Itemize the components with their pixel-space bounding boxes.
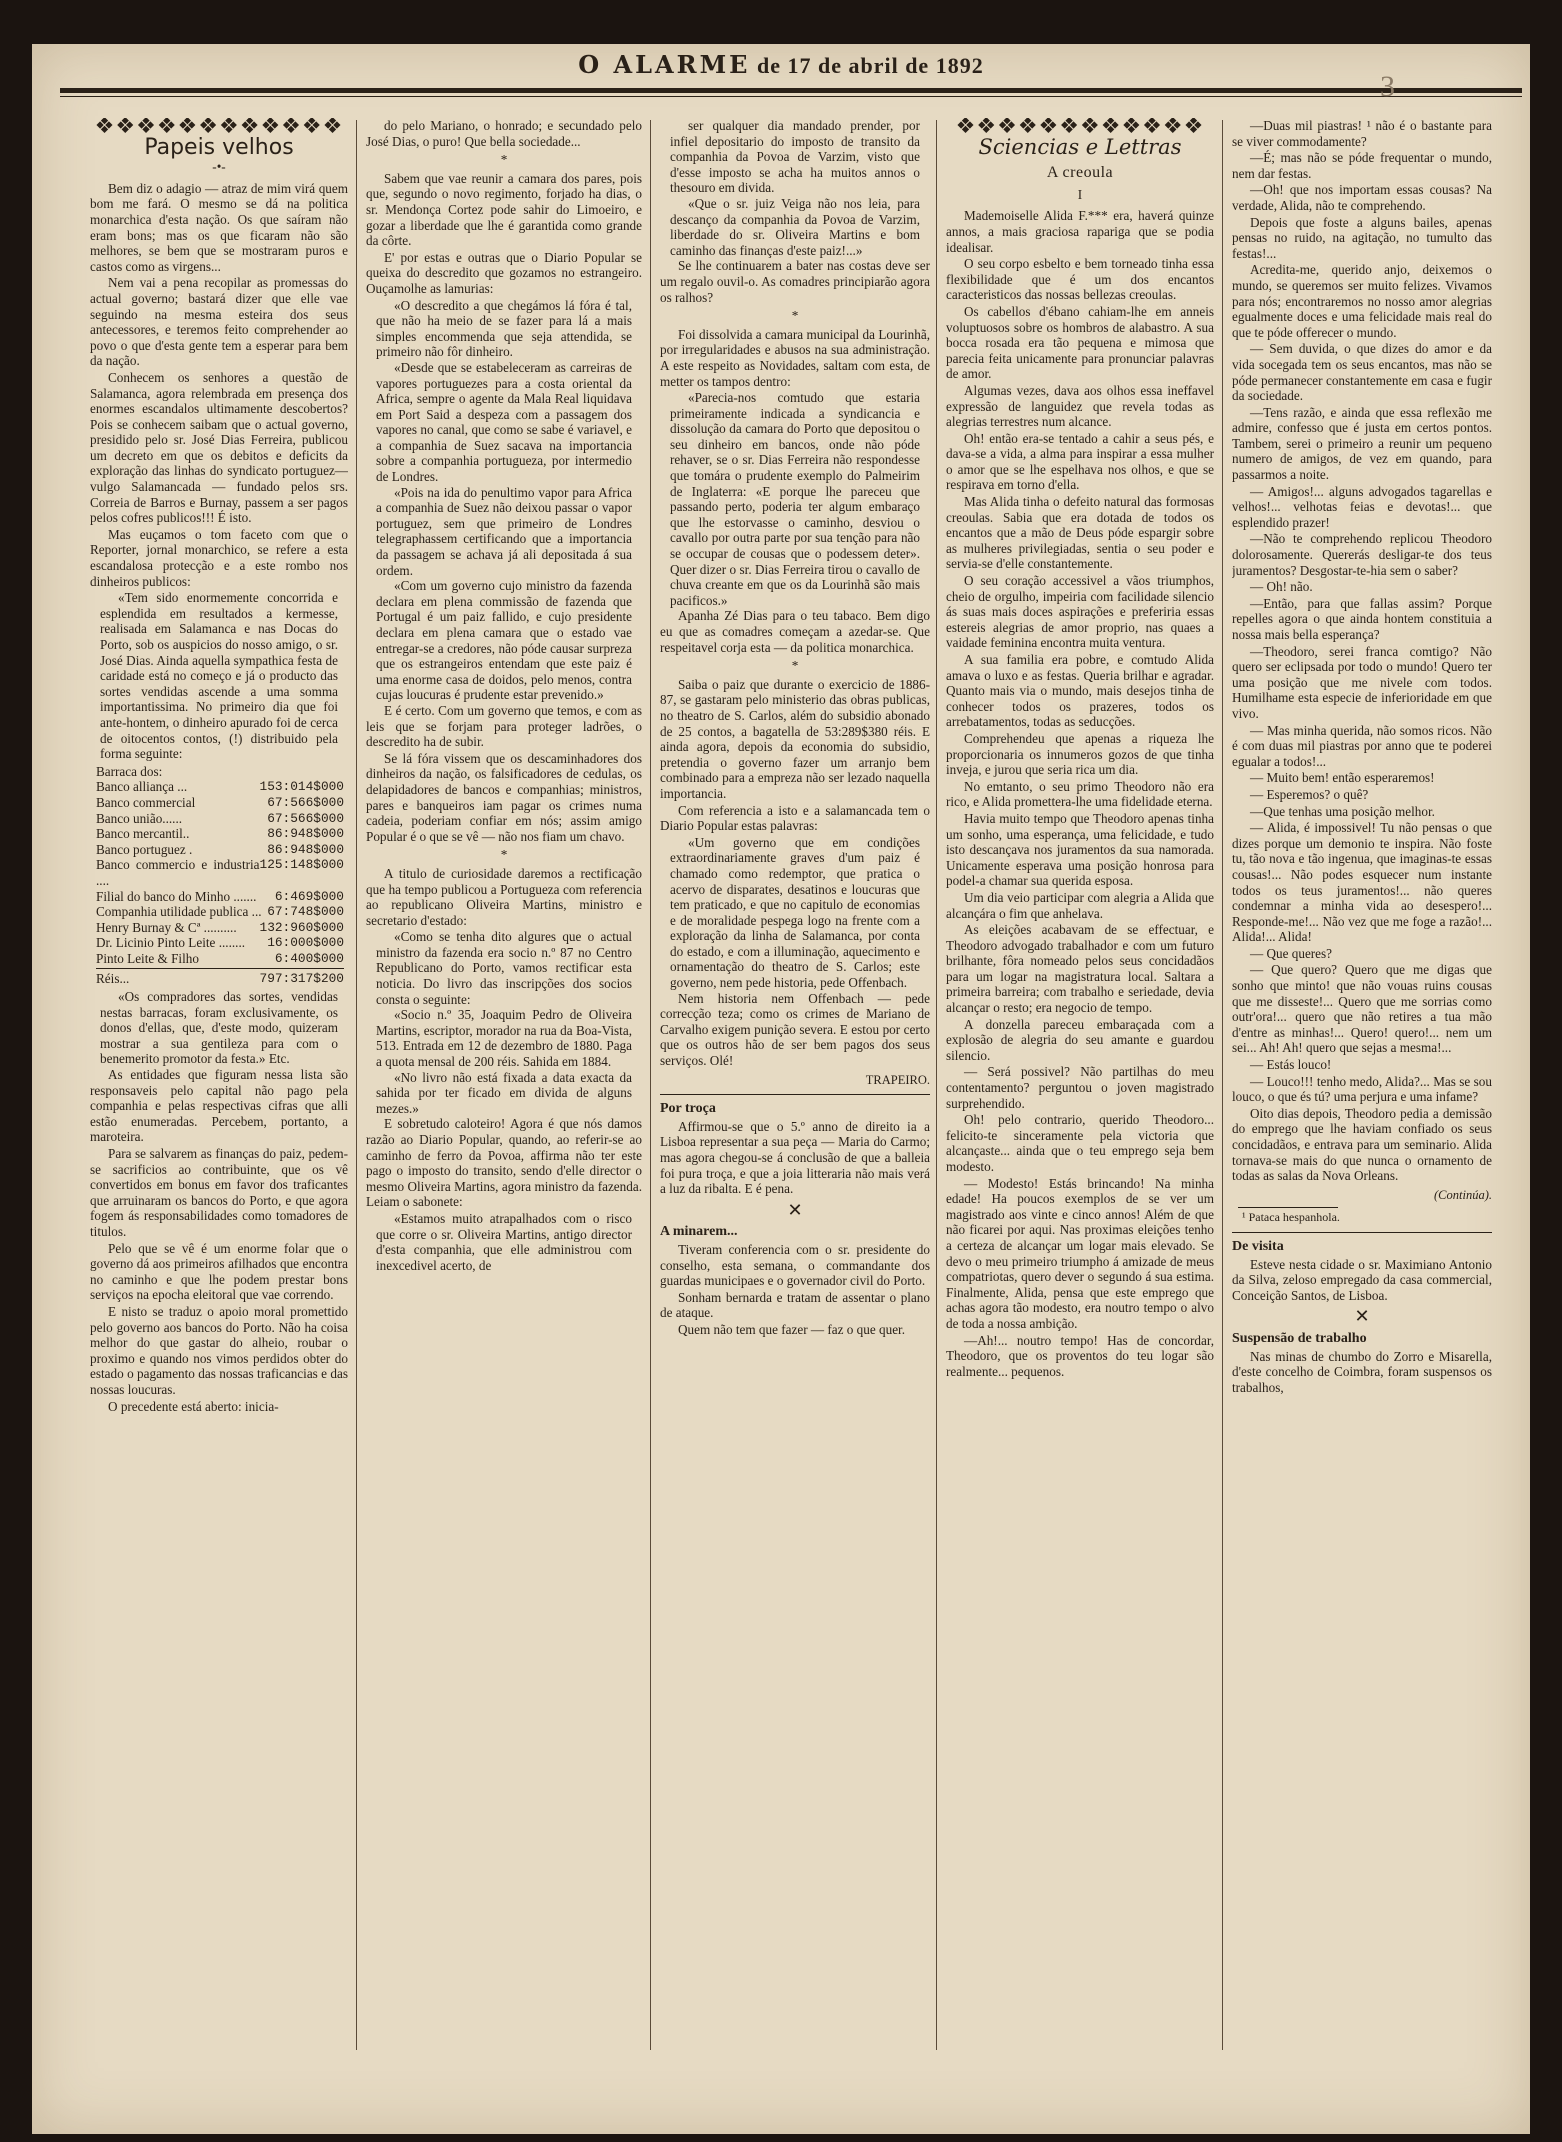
paragraph: — Será possivel? Não partilhas do meu contentamento? perguntou o joven magistrado surprehendido. — [946, 1064, 1214, 1111]
paragraph: —Tens razão, e ainda que essa reflexão me admire, confesso que é justa em certos pontos. Tambem, serei o primeiro a reunir um pequeno numero de amigos, de vez em quando, para passarmos a noite. — [1232, 404, 1492, 483]
masthead-name: O ALARME — [578, 50, 751, 79]
masthead — [0, 50, 1562, 79]
paragraph: As eleições acabavam de se effectuar, e Theodoro advogado trabalhador e com um futuro brilhante, fôra nomeado pelos seus concidadãos para um logar na magistratura local. Saltara a primeira barreira; com trabalho e seriedade, devia alcançar o resto; era negocio de tempo. — [946, 922, 1214, 1016]
paragraph: — Louco!!! tenho medo, Alida?... Mas se sou louco, o que és tú? uma perjura e uma infame? — [1232, 1073, 1492, 1105]
table-row — [96, 811, 344, 827]
paragraph: Foi dissolvida a camara municipal da Lourinhã, por irregularidades e abusos na sua administração. A este respeito as Novidades, saltam com esta, de metter os tampos dentro: — [660, 326, 930, 389]
paragraph: Bem diz o adagio — atraz de mim virá quem bom me fará. O mesmo se dá na politica monarchica d'esta nação. Os que saíram não eram bons; mas os que ficaram não são melhores, se bem que se mostraram puros e castos como as virgens... — [90, 180, 348, 274]
paragraph: A titulo de curiosidade daremos a rectificação que ha tempo publicou a Portugueza com referencia ao republicano Oliveira Martins, ministro e secretario d'estado: — [366, 865, 642, 928]
section-title: A minarem... — [660, 1224, 738, 1240]
ornament-border: ❖❖❖❖❖❖❖❖❖❖❖❖ — [955, 118, 1205, 138]
quote: «Parecia-nos comtudo que estaria primeiramente indicada a syndicancia e dissolução da camara do Porto que depositou o seu dinheiro em bancos, onde não póde rehaver, se o sr. Dias Ferreira não respondesse que tomára o prudente exemplo do Palmeirim de Inglaterra: «E porque lhe pareceu que passando perto, poderia ter algum embaraço que lhe estorvasse o caminho, desviou o cavallo por outra parte por sua tenção para não se occupar de cousas que o podessem deter». Quer dizer o sr. Dias Ferreira tirou o cavallo de chuva creante em que os da Lourinhã são mais pacificos.» — [670, 390, 920, 608]
paragraph: Sonham bernarda e tratam de assentar o plano de ataque. — [660, 1289, 930, 1321]
table-cell-value: 125:148$000 — [259, 857, 344, 873]
signature: TRAPEIRO. — [865, 1072, 930, 1087]
section-rule — [1232, 1232, 1492, 1233]
paragraph: O seu corpo esbelto e bem torneado tinha essa flexibilidade que é um dos encantos caracteristicos das nossas bellezas creoulas. — [946, 256, 1214, 303]
column-2 — [366, 118, 642, 2068]
footnote-rule — [1238, 1207, 1338, 1208]
paragraph: —Oh! que nos importam essas cousas? Na verdade, Alida, não te comprehendo. — [1232, 182, 1492, 213]
chapter-number: I — [1077, 186, 1083, 202]
table-cell-label: Banco união...... — [96, 810, 183, 826]
paragraph: Depois que foste a alguns bailes, apenas pensas no ruido, na agitação, no tumulto das festas!... — [1232, 214, 1492, 261]
table-cell-label: Filial do banco do Minho ....... — [96, 888, 257, 904]
paragraph: E sobretudo caloteiro! Agora é que nós damos razão ao Diario Popular, quando, ao referir-se ao caminho de ferro da Povoa, affirma não ter este pago o imposto do transito, sendo d'elle director o mesmo Oliveira Martins, agora ministro da fazenda. Leiam o sabonete: — [366, 1116, 642, 1210]
paragraph: — Sem duvida, o que dizes do amor e da vida socegada tem os seus encantos, mas não se póde permanecer constantemente em casa e fugir da sociedade. — [1232, 341, 1492, 404]
paragraph: — Alida, é impossivel! Tu não pensas o que dizes porque um demonio te inspira. Não foste tu, tão nova e tão ingenua, que imaginas-te essas cousas!... Não podes esquecer num instante todos os teus juramentos!... não queres condemnar a minha vida ao desespero!... Responde-me!... Não vez que me foge a razão!... Alida!... Alida! — [1232, 820, 1492, 945]
masthead-date: de 17 de abril de 1892 — [756, 53, 984, 78]
quote: «Desde que se estabeleceram as carreiras de vapores portuguezes para a costa oriental da Africa, sempre o agente da Mala Real liquidava em Port Said a despeza com a passagem dos vapores no canal, que como se sabe é variavel, e a companhia de Suez sacava na importancia sobre a companhia portugueza, por intermedio de Londres. — [376, 359, 632, 485]
section-title: Por troça — [660, 1101, 716, 1117]
table-cell-label: Pinto Leite & Filho — [96, 950, 199, 966]
paragraph: E é certo. Com um governo que temos, e com as leis que se forjam para proteger ladrões, o descredito ha de subir. — [366, 702, 642, 750]
continua-note: (Continúa). — [1434, 1187, 1492, 1202]
dash-ornament: -•- — [212, 159, 226, 175]
paragraph: — Que quero? Quero que me digas que sonho que minto! que não vouas ruins cousas que me disseste!... Quero que me sorrias como outr'ora!... quero que não retires a tua mão d'entre as minhas!... Quero! quero!... nem um sei... Ah! Ah! quero que sejas a mesma!... — [1232, 962, 1492, 1056]
paragraph: —Não te comprehendo replicou Theodoro dolorosamente. Quererás desligar-te dos teus juramentos? Desgostar-te-hia sem o saber? — [1232, 531, 1492, 578]
table-row — [96, 951, 344, 967]
table-cell-value: 67:566$000 — [267, 794, 344, 810]
column-3 — [660, 118, 930, 2068]
table-row — [96, 904, 344, 920]
paragraph: —Theodoro, serei franca comtigo? Não quero ser eclipsada por todo o mundo! Quero ter uma posição que me nivele com todos. Humilhame esta especie de inferioridade em que vivo. — [1232, 643, 1492, 721]
table-cell-label: Banco portuguez . — [96, 841, 193, 857]
column-4 — [946, 118, 1214, 2068]
paragraph: —Duas mil piastras! ¹ não é o bastante para se viver commodamente? — [1232, 118, 1492, 149]
section-title: De visita — [1232, 1238, 1284, 1254]
paragraph: —Ah!... noutro tempo! Has de concordar, Theodoro, que os proventos do teu logar são realmente... pequenos. — [946, 1332, 1214, 1379]
paragraph: Oh! pelo contrario, querido Theodoro... felicito-te sinceramente pela victoria que alcançaste... ainda que o teu emprego seja bem modesto. — [946, 1112, 1214, 1174]
table-cell-value: 67:566$000 — [267, 810, 344, 826]
paragraph: Um dia veio participar com alegria a Alida que alcançára o fim que anhelava. — [946, 889, 1214, 921]
quote: «Estamos muito atrapalhados com o risco que corre o sr. Oliveira Martins, antigo director d'esta companhia, que elle administrou com inexcedivel acerto, de — [376, 1210, 632, 1273]
paragraph: Havia muito tempo que Theodoro apenas tinha um sonho, uma esperança, uma felicidade, e tudo isto descançava nos juramentos da sua namorada. Unicamente esperava uma posição honrosa para podel-a chamar sua querida esposa. — [946, 810, 1214, 889]
column-5 — [1232, 118, 1492, 2068]
paragraph: Sabem que vae reunir a camara dos pares, pois que, segundo o novo regimento, forjado ha dias, o sr. Mendonça Cortez pode sahir do Limoeiro, e gozar a liberdade que lhe é garantida como grande da côrte. — [366, 170, 642, 249]
paragraph: — Muito bem! então esperaremos! — [1250, 770, 1435, 786]
paragraph: do pelo Mariano, o honrado; e secundado pelo José Dias, o puro! Que bella sociedade... — [366, 118, 642, 149]
section-title: Suspensão de trabalho — [1232, 1330, 1367, 1346]
paragraph: As entidades que figuram nessa lista são responsaveis pelo capital não pago pela companhia e pelas respectivas cifras que alli estão enumeradas. Percebem, portanto, a maroteira. — [90, 1067, 348, 1145]
paragraph: Nem vai a pena recopilar as promessas do actual governo; bastará dizer que elle vae seguindo na mesma esteira dos seus antecessores, e teremos feito comprehender ao povo o que d'esta gente tem a esperar para bem da nação. — [90, 275, 348, 369]
paragraph: Tiveram conferencia com o sr. presidente do conselho, esta semana, o commandante dos guardas municipaes e o governador civil do Porto. — [660, 1241, 930, 1289]
paragraph: Esteve nesta cidade o sr. Maximiano Antonio da Silva, zeloso empregado da casa commercial, Conceição Santos, de Lisboa. — [1232, 1256, 1492, 1303]
table-row — [96, 826, 344, 842]
table-cell-value: 86:948$000 — [267, 841, 344, 857]
story-title: A creoula — [1046, 164, 1114, 182]
column-1 — [90, 118, 348, 2068]
article-title: Papeis velhos — [144, 134, 294, 160]
paragraph: Mas euçamos o tom faceto com que o Reporter, jornal monarchico, se refere a esta escandalosa protecção e a este rombo nos dinheiros publicos: — [90, 526, 348, 589]
paragraph: — Que queres? — [1250, 945, 1333, 961]
table-cell-label: Banco commercial — [96, 794, 196, 810]
table-rows — [96, 779, 344, 966]
quote: «No livro não está fixada a data exacta da sahida por ter ficado em divida de alguns mezes.» — [376, 1069, 632, 1116]
table-total-value: 797:317$200 — [259, 971, 344, 987]
barracas-table — [96, 764, 344, 987]
paragraph: Acredita-me, querido anjo, deixemos o mundo, se queremos ser muito felizes. Vivamos para nós; encontraremos no nosso amor alegrias egualmente doces e uma felicidade mais real do que te póde offerecer o mundo. — [1232, 262, 1492, 340]
quote: «O descredito a que chegámos lá fóra é tal, que não ha meio de se fazer para lá a mais simples encommenda que seja attendida, se primeiro não fôr dinheiro. — [376, 297, 632, 360]
paragraph: A sua familia era pobre, e comtudo Alida amava o luxo e as festas. Queria brilhar e agradar. Quanto mais via o mundo, mais desejos tinha de conhecer todos os prazeres, todos os arrebatamentos, todas as seducções. — [946, 652, 1214, 730]
table-cell-label: Banco mercantil.. — [96, 826, 190, 842]
table-cell-value: 16:000$000 — [267, 935, 344, 951]
paragraph: Quem não tem que fazer — faz o que quer. — [678, 1321, 906, 1337]
table-cell-label: Henry Burnay & Cª .......... — [96, 919, 237, 935]
masthead-rule-thin — [60, 96, 1522, 97]
paragraph: — Estás louco! — [1250, 1057, 1332, 1073]
quote: «Um governo que em condições extraordinariamente graves d'um paiz é chamado como redemptor, que pratica o acervo de disparates, desatinos e loucuras que tem praticado, e que no capitulo de economias e de moralidade pespega logo na frente com a exploração da linha de Salamanca, por conta do estado, e com a illuminação, aquecimento e ornamentação do theatro de S. Carlos; este governo, nem pede historia, pede Offenbach. — [670, 834, 920, 991]
paragraph: A donzella pareceu embaraçada com a explosão de alegria do seu amante e guardou silencio. — [946, 1016, 1214, 1063]
section-rule — [660, 1094, 930, 1095]
paragraph: Se lá fóra vissem que os descaminhadores dos dinheiros da nação, os falsificadores de cedulas, os delapidadores de bancos e companhias; ministros, pares e banqueiros iam pagar os crimes numa cadeia, poderiam confiar em nós; assim amigo Popular é o que se vê — não nos fiam um chavo. — [366, 750, 642, 844]
quote: «Os compradores das sortes, vendidas nestas barracas, foram exclusivamente, os donos d'ellas, que, d'este modo, quizeram mostrar a sua gentileza para com o benemerito promotor da festa.» Etc. — [100, 989, 338, 1067]
masthead-rule — [60, 88, 1522, 93]
column-divider — [936, 120, 937, 2050]
paragraph: Apanha Zé Dias para o teu tabaco. Bem digo eu que as comadres começam a azedar-se. Que respeitavel corja esta — da politica monarchica. — [660, 608, 930, 655]
paragraph: Algumas vezes, dava aos olhos essa ineffavel expressão de languidez que revela todas as alegrias terrestres num alcance. — [946, 382, 1214, 430]
quote: «Como se tenha dito algures que o actual ministro da fazenda era socio n.º 87 no Centro Republicano do Porto, vamos rectificar esta noticia. Do livro das inscripções dos socios consta o seguinte: — [376, 929, 632, 1007]
table-cell-value: 67:748$000 — [267, 904, 344, 920]
paragraph: — Amigos!... alguns advogados tagarellas e velhos!... velhotas feias e devotas!... que esplendido prazer! — [1232, 483, 1492, 530]
paragraph: Oh! então era-se tentado a cahir a seus pés, e dava-se a vida, a alma para inspirar a essa mulher o amor que se lhe espelhava nos olhos, e que se respirava em torno d'ella. — [946, 430, 1214, 493]
paragraph: Nem historia nem Offenbach — pede correcção teza; como os crimes de Mariano de Carvalho exigem punição severa. E estou por certo que os outros hão de ser bem pagos dos seus serviços. Olé! — [660, 990, 930, 1069]
paragraph: O precedente está aberto: inicia- — [108, 1398, 279, 1414]
paragraph: Mademoiselle Alida F.*** era, haverá quinze annos, a mais graciosa rapariga que se podia idealisar. — [946, 208, 1214, 255]
paragraph: Affirmou-se que o 5.º anno de direito ia a Lisboa representar a sua peça — Maria do Carmo; mas agora chegou-se á conclusão de que a balleia foi pura troça, e que a joia litteraria não mais verá a luz da ribalta. E é pena. — [660, 1118, 930, 1197]
section-heading: Sciencias e Lettras — [978, 134, 1182, 159]
paragraph: Conhecem os senhores a questão de Salamanca, agora relembrada em presença dos enormes escandalos ultimamente descobertos? Pois se conhecem saibam que o actual governo, presidido pelo sr. José Dias Ferreira, publicou um decreto em que os debitos e deficits da exploração das linhas do syndicato portuguez—vulgo Salamancada — fundado pelos srs. Correia de Barros e Burnay, passem a ser pagos pelos cofres publicos!!! É isto. — [90, 369, 348, 526]
cross-separator: ✕ — [1354, 1306, 1370, 1327]
paragraph: E nisto se traduz o apoio moral promettido pelo governo aos bancos do Porto. Não ha coisa melhor do que gastar do alheio, roubar o proximo e quando nos vimos perdidos obter do estado o pagamento das nossas traficancias e das nossas loucuras. — [90, 1303, 348, 1397]
column-divider — [356, 120, 357, 2050]
paragraph: Saiba o paiz que durante o exercicio de 1886-87, se gastaram pelo ministerio das obras publicas, no theatro de S. Carlos, além do subsidio abonado de 25 contos, a bagatella de 53:289$380 réis. E ainda agora, depois da economia do subsidio, pretendia o governo fazer um arranjo bem combinado para a empreza não ser lezado naquella importancia. — [660, 676, 930, 801]
paragraph: — Mas minha querida, não somos ricos. Não é com duas mil piastras por anno que te poderei egualar a todos!... — [1232, 722, 1492, 769]
quote: «Socio n.º 35, Joaquim Pedro de Oliveira Martins, escriptor, morador na rua da Boa-Vista, 513. Entrada em 12 de dezembro de 1880. Paga a quota mensal de 200 réis. Sahida em 1884. — [376, 1007, 632, 1070]
ornament-border: ❖❖❖❖❖❖❖❖❖❖❖❖ — [94, 118, 344, 138]
quote: «Com um governo cujo ministro da fazenda declara em plena commissão de fazenda que Portugal é um paiz fallido, e cujo presidente declara em plena camara que o estado vae entregar-se a credores, não póde causar surpreza que os estrangeiros entendam que este paiz é uma enorme casa de doidos, pelo menos, contra cujas loucuras é prudente estar prevenido.» — [376, 578, 632, 703]
table-cell-value: 86:948$000 — [267, 826, 344, 842]
quote: «Que o sr. juiz Veiga não nos leia, para descanço da companhia da Povoa de Varzim, liberdade do sr. Oliveira Martins e bom caminho das finanças d'este paiz!...» — [670, 195, 920, 258]
paragraph: O seu coração accessivel a vãos triumphos, cheio de orgulho, impeiria com facilidade silencio ás suas mais doces aspirações e preferiria essas estereis alegrias de amor proprio, nas quaes a vaidade feminina encontra muita ventura. — [946, 573, 1214, 651]
paragraph: Comprehendeu que apenas a riqueza lhe proporcionaria os innumeros gozos de que tinha inveja, e jurou que seria rica um dia. — [946, 730, 1214, 778]
paragraph: No emtanto, o seu primo Theodoro não era rico, e Alida promettera-lhe uma fidelidade eterna. — [946, 778, 1214, 810]
table-cell-label: Companhia utilidade publica ... — [96, 904, 262, 920]
quote: «Tem sido enormemente concorrida e esplendida em resultados a kermesse, realisada em Salamanca e nas Docas do Porto, sob os auspicios do nosso amigo, o sr. José Dias. Ainda aquella sympathica festa de caridade está no começo e já o producto das sortes vendidas ascende a uma somma importantissima. No primeiro dia que foi ante-hontem, o dinheiro apurado foi de cerca de oitocentos contos, (!) distribuido pela forma seguinte: — [100, 590, 338, 762]
table-total-row — [96, 968, 344, 987]
table-row — [96, 857, 344, 888]
paragraph: Para se salvarem as finanças do paiz, pedem-se sacrificios ao contribuinte, que os vê convertidos em bonus em favor dos traficantes que arruinaram os bancos do Porto, e que agora fogem ás responsabilidades como tomadores de titulos. — [90, 1146, 348, 1239]
paragraph: Mas Alida tinha o defeito natural das formosas creoulas. Sabia que era dotada de todos os encantos que a mão de Deus póde espargir sobre as mulheres privilegiadas, sentia o seu poder e servia-se d'elle constantemente. — [946, 494, 1214, 572]
table-total-label: Réis... — [96, 971, 130, 987]
table-cell-label: Banco alliança ... — [96, 779, 188, 795]
footnote: ¹ Pataca hespanhola. — [1242, 1210, 1340, 1225]
star-separator: * — [791, 658, 799, 674]
paragraph: — Esperemos? o quê? — [1250, 786, 1369, 802]
star-separator: * — [500, 847, 508, 863]
paragraph: Os cabellos d'ébano cahiam-lhe em anneis voluptuosos sobre os hombros de alabastro. A sua bocca rosada era tão pequena e mimosa que parecia feita unicamente para pronunciar palavras de amor. — [946, 303, 1214, 382]
table-cell-value: 132:960$000 — [259, 919, 344, 935]
paragraph: — Modesto! Estás brincando! Na minha edade! Ha poucos exemplos de se ver um magistrado aos vinte e cinco annos! Além de que não ficarei por aqui. Nas proximas eleições tenho a certeza de alcançar um logar mais elevado. Se devo o meu primeiro triumpho á amizade de meus compatriotas, quero dever o segundo á sua estima. Finalmente, Alida, pensa que este emprego que achas agora tão modesto, era noutro tempo o alvo de toda a nossa ambição. — [946, 1175, 1214, 1331]
table-cell-value: 6:400$000 — [274, 950, 344, 966]
paragraph: —É; mas não se póde frequentar o mundo, nem dar festas. — [1232, 150, 1492, 181]
paragraph: Oito dias depois, Theodoro pedia a demissão do emprego que lhe haviam confiado os seus concidadãos, e entrava para um seminario. Alida tornava-se mais do que nunca o ornamento de todas as salas da Nova Orleans. — [1232, 1105, 1492, 1184]
page-number: 3 — [1380, 70, 1395, 103]
paragraph: Pelo que se vê é um enorme folar que o governo dá aos primeiros afilhados que encontra no caminho e que lhe podem prestar bons serviços na epocha eleitoral que vae correndo. — [90, 1240, 348, 1303]
paragraph: Com referencia a isto e a salamancada tem o Diario Popular estas palavras: — [660, 802, 930, 834]
star-separator: * — [500, 152, 508, 168]
quote: «Pois na ida do penultimo vapor para Africa a companhia de Suez não deixou passar o vapor portuguez, sem que primeiro de Londres telegraphassem certificando que a importancia da passagem se achava já ali depositada á sua ordem. — [376, 484, 632, 578]
table-row — [96, 779, 344, 795]
table-row — [96, 842, 344, 858]
table-cell-value: 153:014$000 — [259, 779, 344, 795]
column-divider — [650, 120, 651, 2050]
table-cell-value: 6:469$000 — [274, 888, 344, 904]
table-cell-label: Dr. Licinio Pinto Leite ........ — [96, 935, 246, 951]
table-row — [96, 795, 344, 811]
paragraph: E' por estas e outras que o Diario Popular se queixa do descredito que gozamos no estrangeiro. Ouçamolhe as lamurias: — [366, 249, 642, 296]
cross-separator: ✕ — [787, 1199, 803, 1220]
quote: ser qualquer dia mandado prender, por infiel depositario do imposto de transito da companhia da Povoa de Varzim, visto que d'esse imposto se acha ha muitos annos o thesouro em divida. — [670, 118, 920, 196]
paragraph: Se lhe continuarem a bater nas costas deve ser um regalo ouvil-o. As comadres principiarão agora os ralhos? — [660, 258, 930, 305]
table-row — [96, 935, 344, 951]
paragraph: — Oh! não. — [1250, 579, 1313, 595]
table-row — [96, 889, 344, 905]
table-row — [96, 920, 344, 936]
paragraph: —Então, para que fallas assim? Porque repelles agora o que ainda hontem constituia a nossa mais bella esperança? — [1232, 595, 1492, 642]
column-divider — [1222, 120, 1223, 2050]
paragraph: —Que tenhas uma posição melhor. — [1250, 803, 1435, 819]
star-separator: * — [791, 308, 799, 324]
paragraph: Nas minas de chumbo do Zorro e Misarella, d'este concelho de Coimbra, foram suspensos os trabalhos, — [1232, 1348, 1492, 1395]
table-header: Barraca dos: — [96, 763, 163, 779]
table-cell-label: Banco commercio e industria .... — [96, 857, 260, 888]
